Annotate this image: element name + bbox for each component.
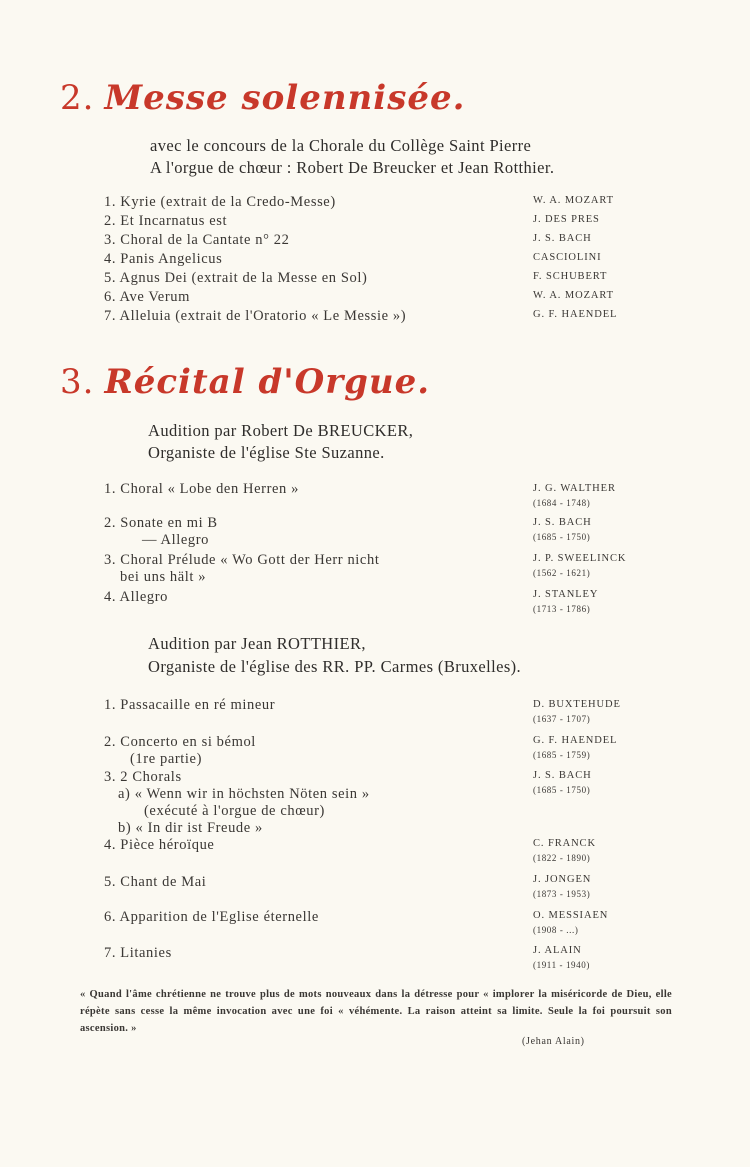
composer-dates: (1911 - 1940) [533, 960, 590, 970]
quote-author: (Jehan Alain) [522, 1036, 585, 1047]
recital-item-line: a) « Wenn wir in höchsten Nöten sein » [118, 786, 370, 802]
section-3-number: 3. [60, 362, 95, 402]
recital-item-line: b) « In dir ist Freude » [118, 820, 263, 836]
mass-composer: J. DES PRES [533, 214, 600, 225]
mass-composer: CASCIOLINI [533, 252, 602, 263]
recital-composer [533, 943, 590, 972]
composer-dates: (1908 - ...) [533, 925, 579, 935]
composer-name: J. ALAIN [533, 945, 582, 956]
mass-item: 1. Kyrie (extrait de la Credo-Messe) [104, 194, 336, 210]
recital-item-line: 4. Pièce héroïque [104, 837, 215, 853]
section-2-title [60, 78, 465, 118]
mass-item: 6. Ave Verum [104, 289, 191, 305]
recital-item [104, 734, 256, 768]
recital-item-line: 1. Choral « Lobe den Herren » [104, 481, 299, 497]
composer-dates: (1562 - 1621) [533, 568, 591, 578]
composer-name: D. BUXTEHUDE [533, 699, 621, 710]
composer-dates: (1873 - 1953) [533, 889, 591, 899]
mass-item: 3. Choral de la Cantate n° 22 [104, 232, 290, 248]
recital-item [104, 481, 299, 498]
mass-composer: J. S. BACH [533, 233, 592, 244]
recital-composer [533, 515, 592, 544]
recital-item-line: 5. Chant de Mai [104, 874, 207, 890]
audition-1-line-1: Audition par Robert De BREUCKER, [148, 421, 414, 440]
composer-name: J. S. BACH [533, 517, 592, 528]
recital-item [104, 909, 319, 926]
composer-dates: (1684 - 1748) [533, 498, 591, 508]
recital-composer [533, 836, 596, 865]
composer-name: J. STANLEY [533, 589, 599, 600]
composer-dates: (1685 - 1759) [533, 750, 591, 760]
recital-item-line: — Allegro [142, 532, 210, 548]
recital-composer [533, 908, 608, 937]
recital-item-line: 2. Sonate en mi B [104, 515, 218, 531]
recital-item-line: 2. Concerto en si bémol [104, 734, 256, 750]
recital-item-line: 3. 2 Chorals [104, 769, 182, 785]
recital-item-line: (exécuté à l'orgue de chœur) [144, 803, 325, 819]
recital-composer [533, 481, 616, 510]
recital-composer [533, 768, 592, 797]
section-2-number: 2. [60, 78, 95, 118]
mass-composer: W. A. MOZART [533, 195, 614, 206]
composer-name: J. G. WALTHER [533, 483, 616, 494]
composer-name: J. JONGEN [533, 874, 592, 885]
mass-composer: G. F. HAENDEL [533, 309, 618, 320]
recital-composer [533, 551, 626, 580]
audition-1-line-2: Organiste de l'église Ste Suzanne. [148, 443, 385, 462]
recital-item [104, 837, 214, 854]
mass-item: 4. Panis Angelicus [104, 251, 223, 267]
recital-item [104, 552, 379, 586]
recital-item-line: bei uns hält » [120, 569, 207, 585]
mass-composer: W. A. MOZART [533, 290, 614, 301]
mass-item: 7. Alleluia (extrait de l'Oratorio « Le Messie ») [104, 308, 407, 324]
recital-item [104, 589, 168, 606]
recital-composer [533, 733, 617, 762]
composer-dates: (1637 - 1707) [533, 714, 591, 724]
jehan-alain-quote: « Quand l'âme chrétienne ne trouve plus de mots nouveaux dans la détresse pour « implorer la miséricorde de Dieu, elle répète sans cesse la même invocation avec une foi « véhémente. La raison atteint sa limite. Seule la foi poursuit son ascension. » [80, 989, 672, 1034]
recital-item-line: 3. Choral Prélude « Wo Gott der Herr nicht [104, 552, 380, 568]
composer-name: J. P. SWEELINCK [533, 553, 627, 564]
mass-composer: F. SCHUBERT [533, 271, 608, 282]
composer-dates: (1713 - 1786) [533, 604, 591, 614]
mass-item: 5. Agnus Dei (extrait de la Messe en Sol) [104, 270, 368, 286]
recital-item-line: (1re partie) [130, 751, 203, 767]
recital-item [104, 697, 275, 714]
recital-item [104, 769, 370, 837]
section-2-subtitle-2: A l'orgue de chœur : Robert De Breucker et Jean Rotthier. [150, 158, 555, 177]
composer-dates: (1685 - 1750) [533, 785, 591, 795]
section-2-subtitle-1: avec le concours de la Chorale du Collège Saint Pierre [150, 136, 532, 155]
recital-item [104, 515, 218, 549]
recital-composer [533, 697, 621, 726]
section-3-title [60, 362, 430, 402]
composer-name: O. MESSIAEN [533, 910, 609, 921]
recital-composer [533, 872, 591, 901]
recital-composer [533, 587, 598, 616]
audition-2-line-1: Audition par Jean ROTTHIER, [148, 634, 366, 653]
audition-2-line-2: Organiste de l'église des RR. PP. Carmes (Bruxelles). [148, 657, 522, 676]
recital-item-line: 7. Litanies [104, 945, 172, 961]
composer-name: J. S. BACH [533, 770, 592, 781]
composer-name: G. F. HAENDEL [533, 735, 618, 746]
composer-name: C. FRANCK [533, 838, 596, 849]
recital-item-line: 6. Apparition de l'Eglise éternelle [104, 909, 319, 925]
recital-item-line: 4. Allegro [104, 589, 168, 605]
section-2-title-text: Messe solennisée. [104, 78, 466, 118]
composer-dates: (1822 - 1890) [533, 853, 591, 863]
composer-dates: (1685 - 1750) [533, 532, 591, 542]
section-3-title-text: Récital d'Orgue. [104, 362, 431, 402]
recital-item [104, 874, 206, 891]
recital-item-line: 1. Passacaille en ré mineur [104, 697, 276, 713]
recital-item [104, 945, 172, 962]
mass-item: 2. Et Incarnatus est [104, 213, 228, 229]
